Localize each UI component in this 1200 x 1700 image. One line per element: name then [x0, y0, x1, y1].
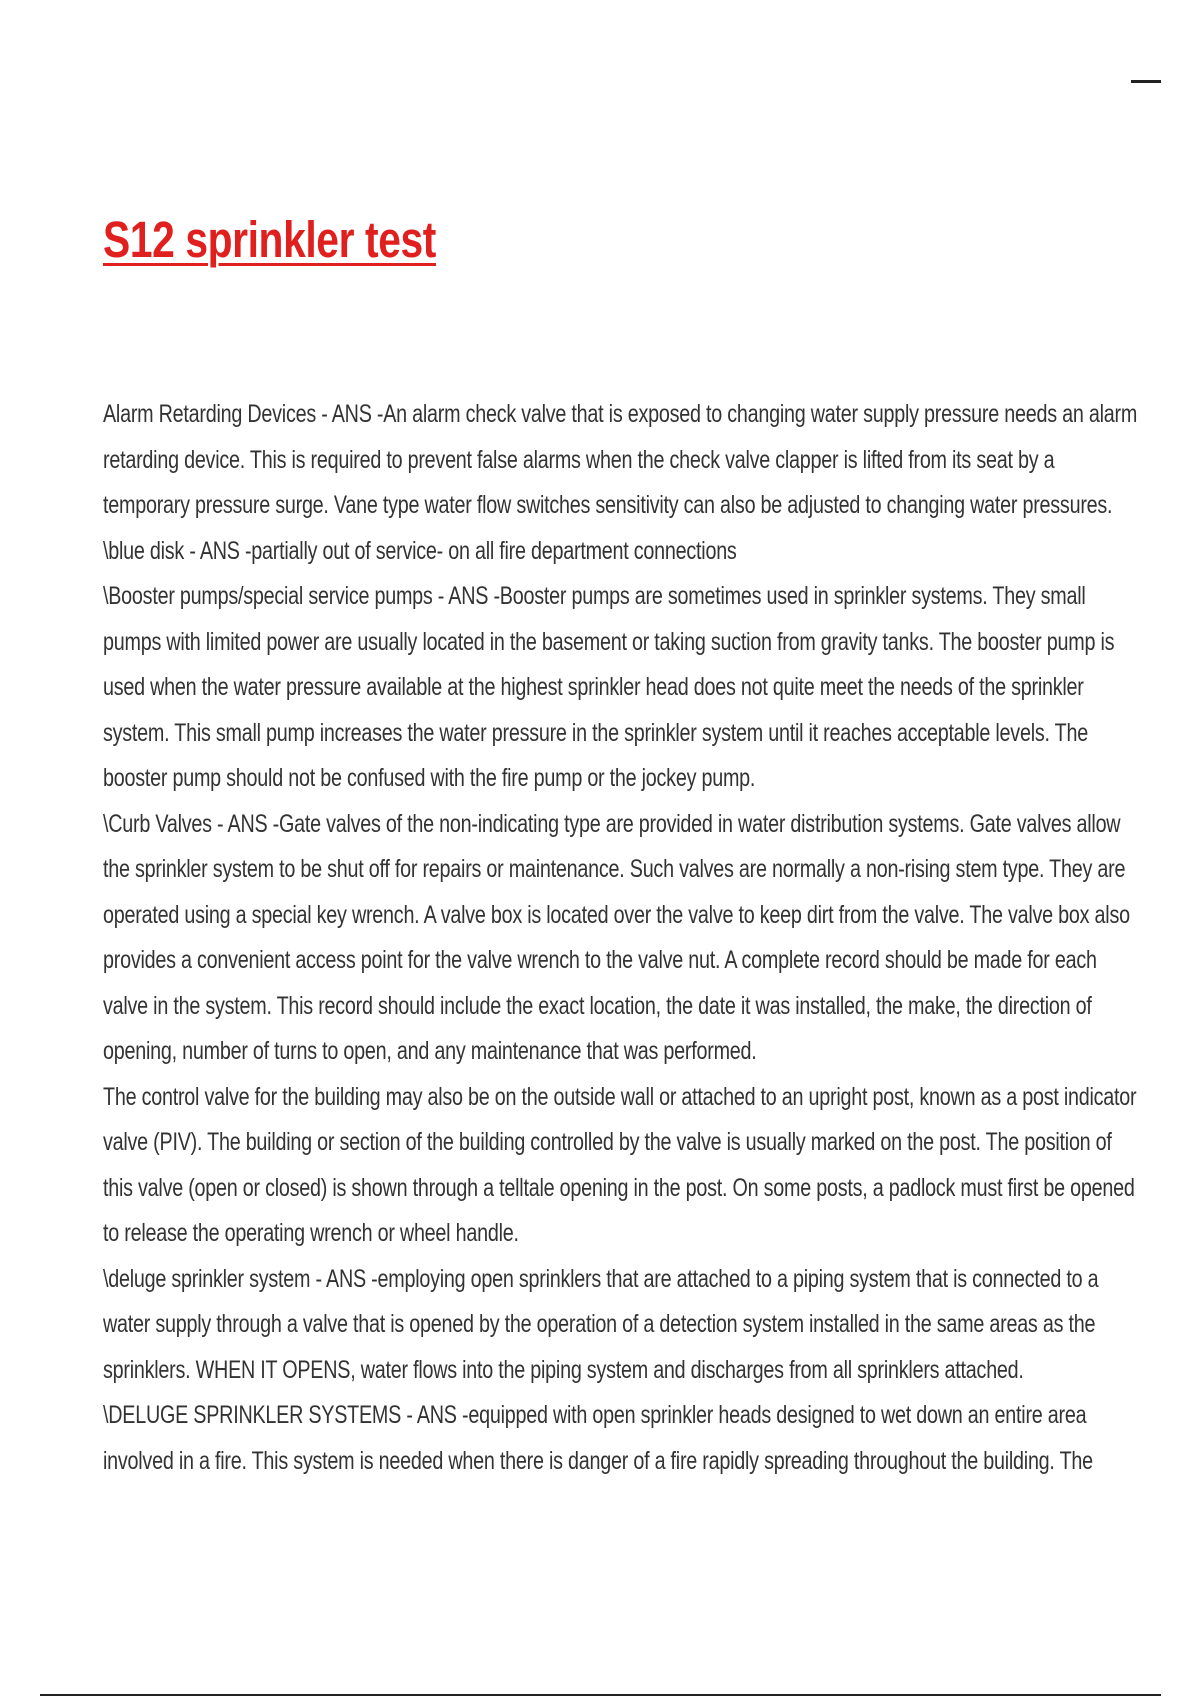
body-line: pumps with limited power are usually located in the basement or taking suction from gravity tanks. The booster pump is	[103, 627, 1115, 656]
body-line: the sprinkler system to be shut off for repairs or maintenance. Such valves are normally a non-rising stem type. They are	[103, 855, 1126, 883]
body-line: system. This small pump increases the water pressure in the sprinkler system until it reaches acceptable levels. The	[103, 718, 1088, 747]
body-line: valve (PIV). The building or section of the building controlled by the valve is usually marked on the post. The position of	[103, 1128, 1112, 1156]
body-line: The control valve for the building may also be on the outside wall or attached to an upright post, known as a post indicator	[103, 1082, 1137, 1111]
body-line: \Curb Valves - ANS -Gate valves of the non-indicating type are provided in water distribution systems. Gate valves allow	[103, 809, 1121, 838]
body-line: this valve (open or closed) is shown through a telltale opening in the post. On some posts, a padlock must first be opened	[103, 1173, 1135, 1202]
body-line: to release the operating wrench or wheel handle.	[103, 1219, 519, 1247]
body-line: operated using a special key wrench. A valve box is located over the valve to keep dirt from the valve. The valve box also	[103, 900, 1130, 929]
body-line: used when the water pressure available at the highest sprinkler head does not quite meet the needs of the sprinkler	[103, 673, 1084, 701]
body-line: involved in a fire. This system is needed when there is danger of a fire rapidly spreading throughout the building. The	[103, 1446, 1093, 1475]
body-line: retarding device. This is required to prevent false alarms when the check valve clapper is lifted from its seat by a	[103, 445, 1055, 474]
body-line: water supply through a valve that is opened by the operation of a detection system installed in the same areas as the	[103, 1310, 1096, 1338]
document-title: S12 sprinkler test	[103, 211, 436, 268]
body-line: provides a convenient access point for the valve wrench to the valve nut. A complete record should be made for each	[103, 946, 1097, 974]
corner-dash-mark	[1131, 80, 1161, 83]
body-line: opening, number of turns to open, and any maintenance that was performed.	[103, 1037, 757, 1065]
body-line: booster pump should not be confused with the fire pump or the jockey pump.	[103, 764, 756, 792]
body-line: \blue disk - ANS -partially out of service- on all fire department connections	[103, 536, 737, 565]
body-line: \deluge sprinkler system - ANS -employing open sprinklers that are attached to a piping system that is connected to a	[103, 1264, 1099, 1293]
body-line: Alarm Retarding Devices - ANS -An alarm check valve that is exposed to changing water supply pressure needs an alarm	[103, 400, 1138, 428]
document-body	[103, 392, 1138, 1484]
body-line: \DELUGE SPRINKLER SYSTEMS - ANS -equipped with open sprinkler heads designed to wet down an entire area	[103, 1401, 1087, 1429]
body-line: temporary pressure surge. Vane type water flow switches sensitivity can also be adjusted to changing water pressures.	[103, 491, 1113, 519]
body-line: sprinklers. WHEN IT OPENS, water flows into the piping system and discharges from all sprinklers attached.	[103, 1355, 1024, 1384]
body-line: \Booster pumps/special service pumps - ANS -Booster pumps are sometimes used in sprinkler systems. They small	[103, 582, 1086, 610]
footer-rule	[40, 1694, 1161, 1696]
body-line: valve in the system. This record should include the exact location, the date it was installed, the make, the direction of	[103, 991, 1092, 1020]
